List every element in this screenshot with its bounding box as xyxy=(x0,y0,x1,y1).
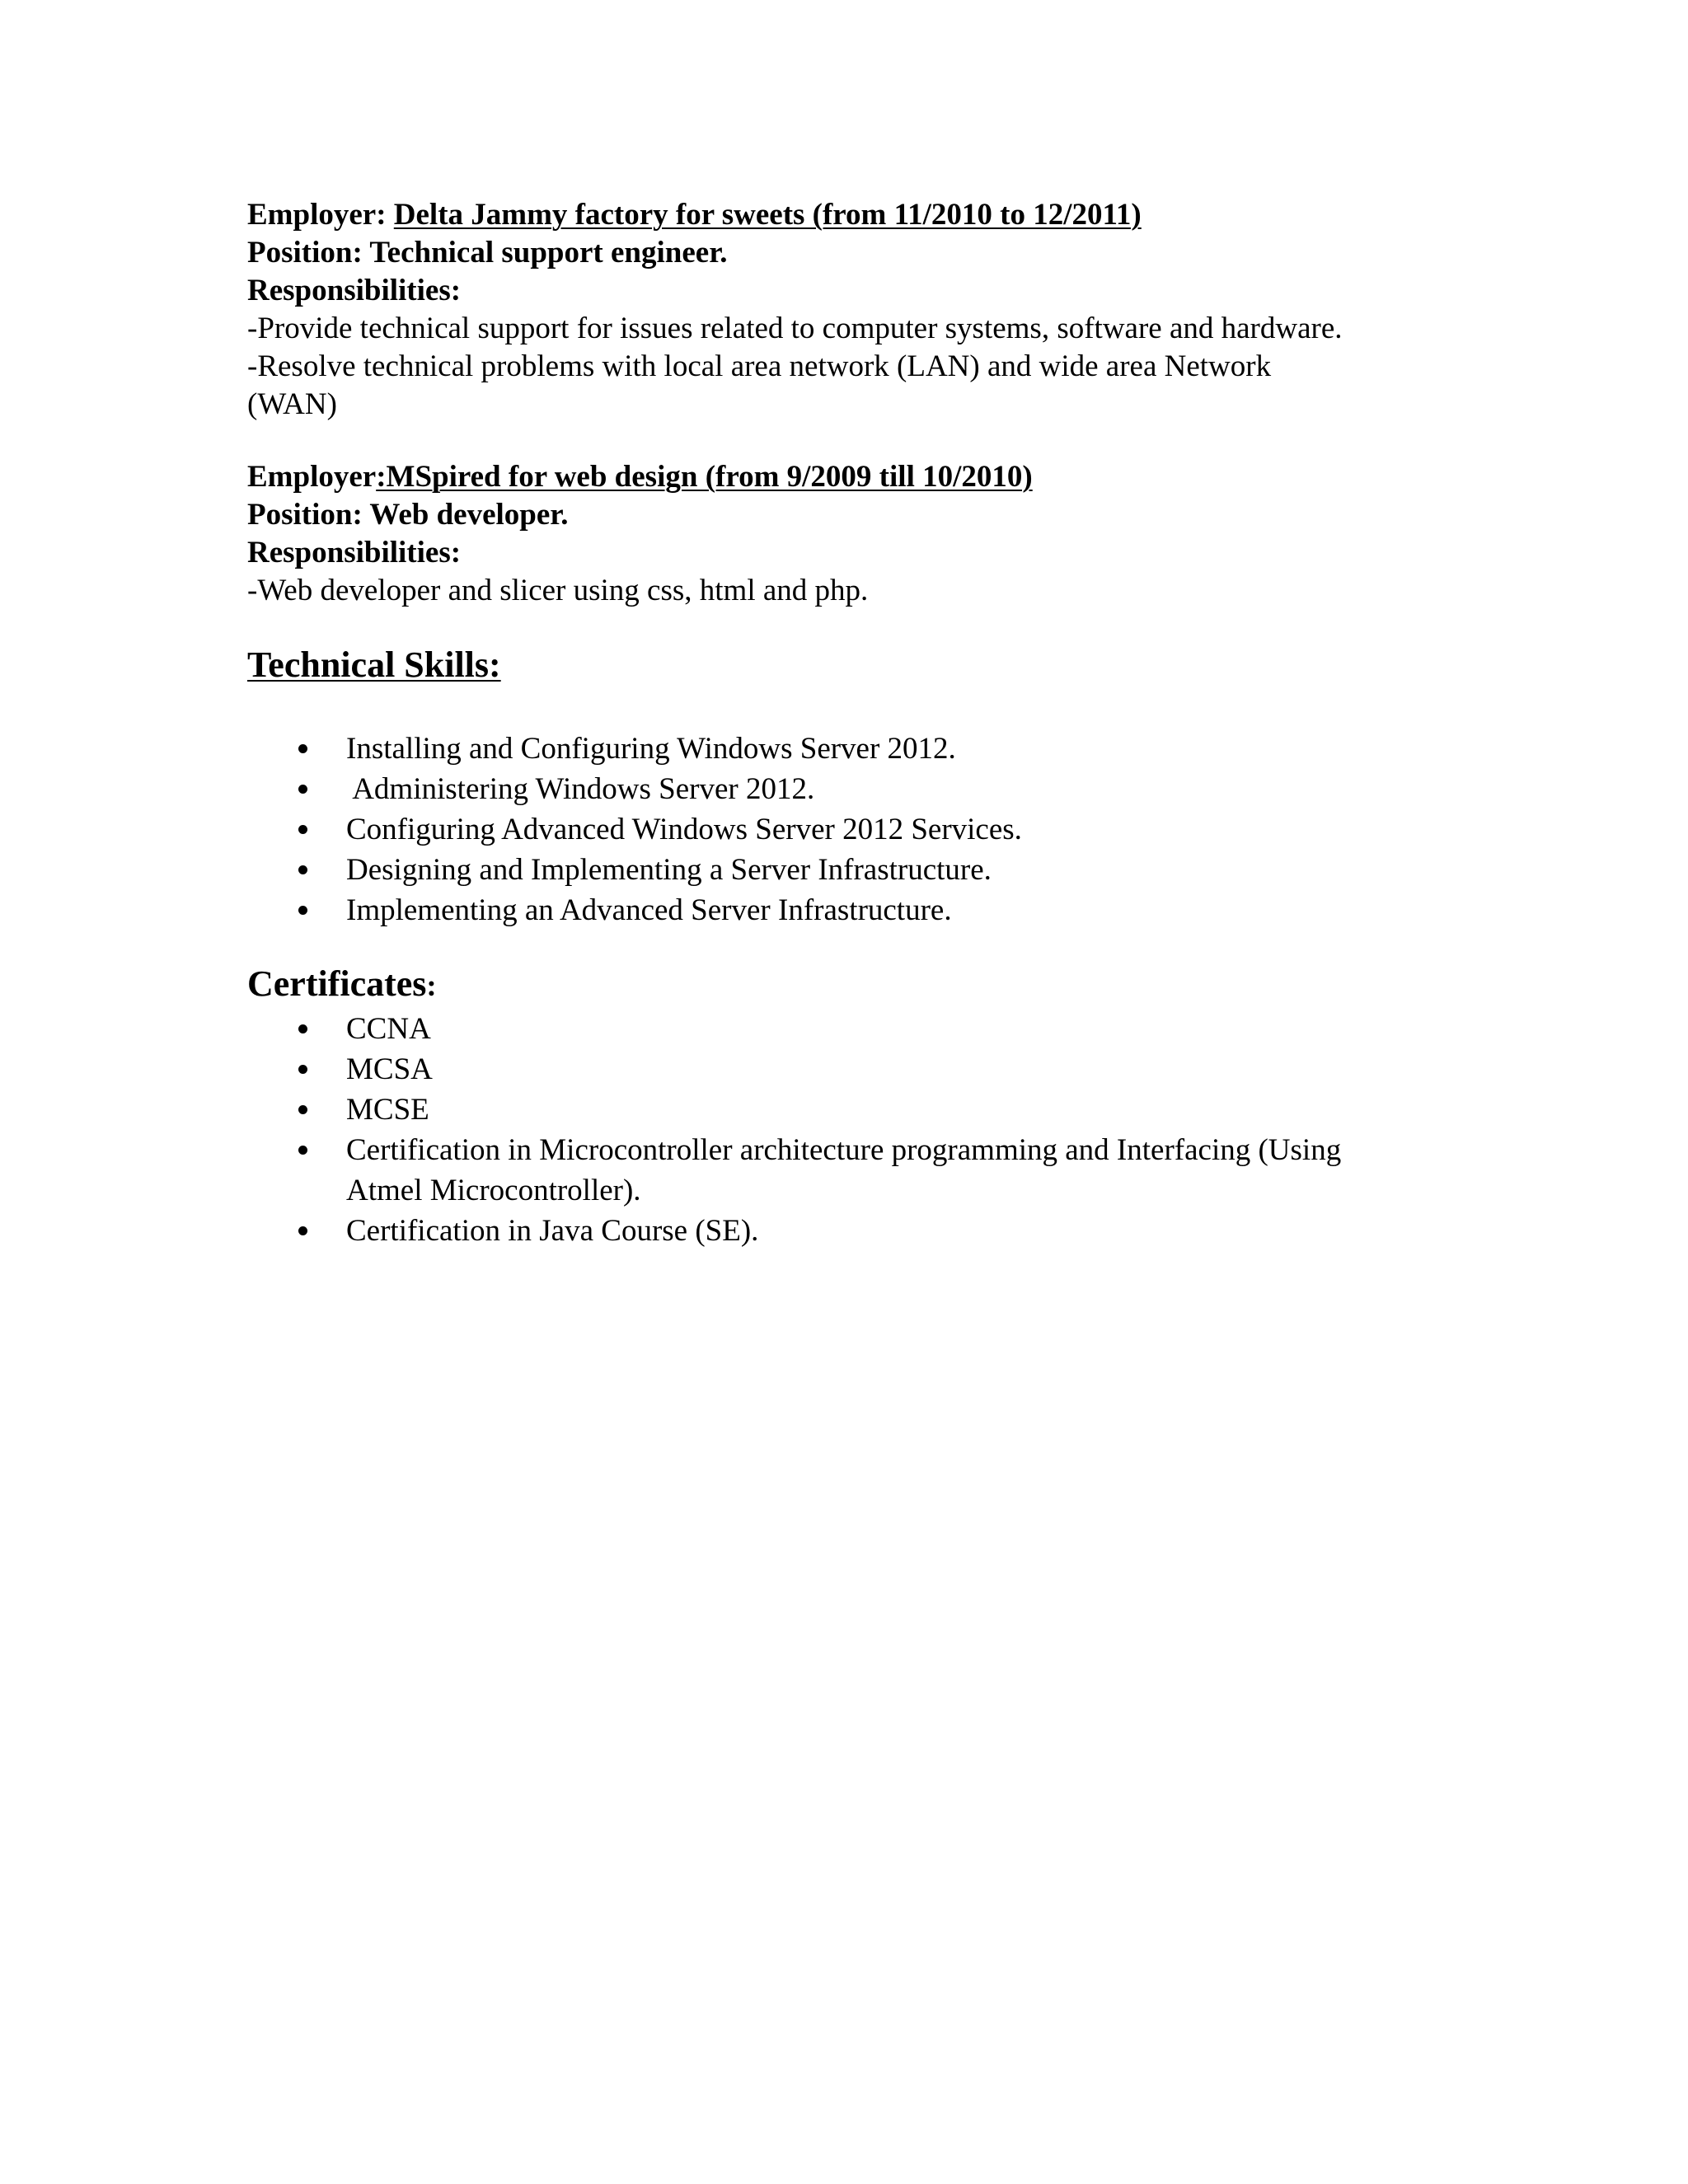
bullet-icon xyxy=(298,1146,307,1155)
resume-page xyxy=(247,196,1451,1251)
technical-skills-heading: Technical Skills: xyxy=(247,644,501,685)
spacer xyxy=(247,424,1451,458)
list-item: MCSE xyxy=(247,1090,1451,1130)
list-item-continuation: Atmel Microcontroller). xyxy=(346,1174,641,1207)
responsibilities-label-1: Responsibilities: xyxy=(247,274,462,307)
employer-value: :MSpired for web design (from 9/2009 till 10/2010) xyxy=(376,460,1033,494)
bullet-icon xyxy=(298,744,307,753)
employer-line-1 xyxy=(247,196,1451,234)
bullet-icon xyxy=(298,1226,307,1235)
list-item: MCSA xyxy=(247,1049,1451,1090)
bullet-icon xyxy=(298,1065,307,1074)
employer-value: Delta Jammy factory for sweets (from 11/2010 to 12/2011) xyxy=(393,198,1142,232)
job-entry-2 xyxy=(247,458,1451,610)
employer-line-2 xyxy=(247,458,1451,496)
list-item: Certification in Java Course (SE). xyxy=(247,1211,1451,1251)
responsibility-line: -Web developer and slicer using css, html and php. xyxy=(247,574,869,607)
bullet-icon xyxy=(298,1105,307,1114)
list-item: CCNA xyxy=(247,1009,1451,1049)
bullet-icon xyxy=(298,1024,307,1033)
employer-label: Employer: xyxy=(247,198,394,232)
list-item: Administering Windows Server 2012. xyxy=(247,769,1451,809)
bullet-icon xyxy=(298,785,307,794)
technical-skills-list xyxy=(247,729,1451,930)
certificates-heading-text: Certificates xyxy=(247,963,427,1004)
certificates-list xyxy=(247,1009,1451,1251)
employer-label: Employer xyxy=(247,460,377,494)
certificates-heading xyxy=(247,962,1451,1009)
position-line-1: Position: Technical support engineer. xyxy=(247,236,728,269)
list-item: Designing and Implementing a Server Infrastructure. xyxy=(247,850,1451,890)
position-line-2: Position: Web developer. xyxy=(247,498,569,532)
list-item: Installing and Configuring Windows Server 2012. xyxy=(247,729,1451,769)
responsibilities-label-2: Responsibilities: xyxy=(247,536,462,569)
list-item: Certification in Microcontroller architecture programming and Interfacing (Using Atmel Microcontroller). xyxy=(247,1130,1451,1211)
responsibility-line: -Resolve technical problems with local area network (LAN) and wide area Network xyxy=(247,349,1272,383)
list-item: Configuring Advanced Windows Server 2012 Services. xyxy=(247,809,1451,850)
bullet-icon xyxy=(298,825,307,834)
bullet-icon xyxy=(298,906,307,915)
job-entry-1 xyxy=(247,196,1451,424)
certificates-heading-colon: : xyxy=(426,969,437,1003)
responsibility-line: -Provide technical support for issues related to computer systems, software and hardware. xyxy=(247,312,1343,345)
responsibility-line: (WAN) xyxy=(247,387,337,421)
bullet-icon xyxy=(298,865,307,874)
list-item: Implementing an Advanced Server Infrastructure. xyxy=(247,890,1451,930)
